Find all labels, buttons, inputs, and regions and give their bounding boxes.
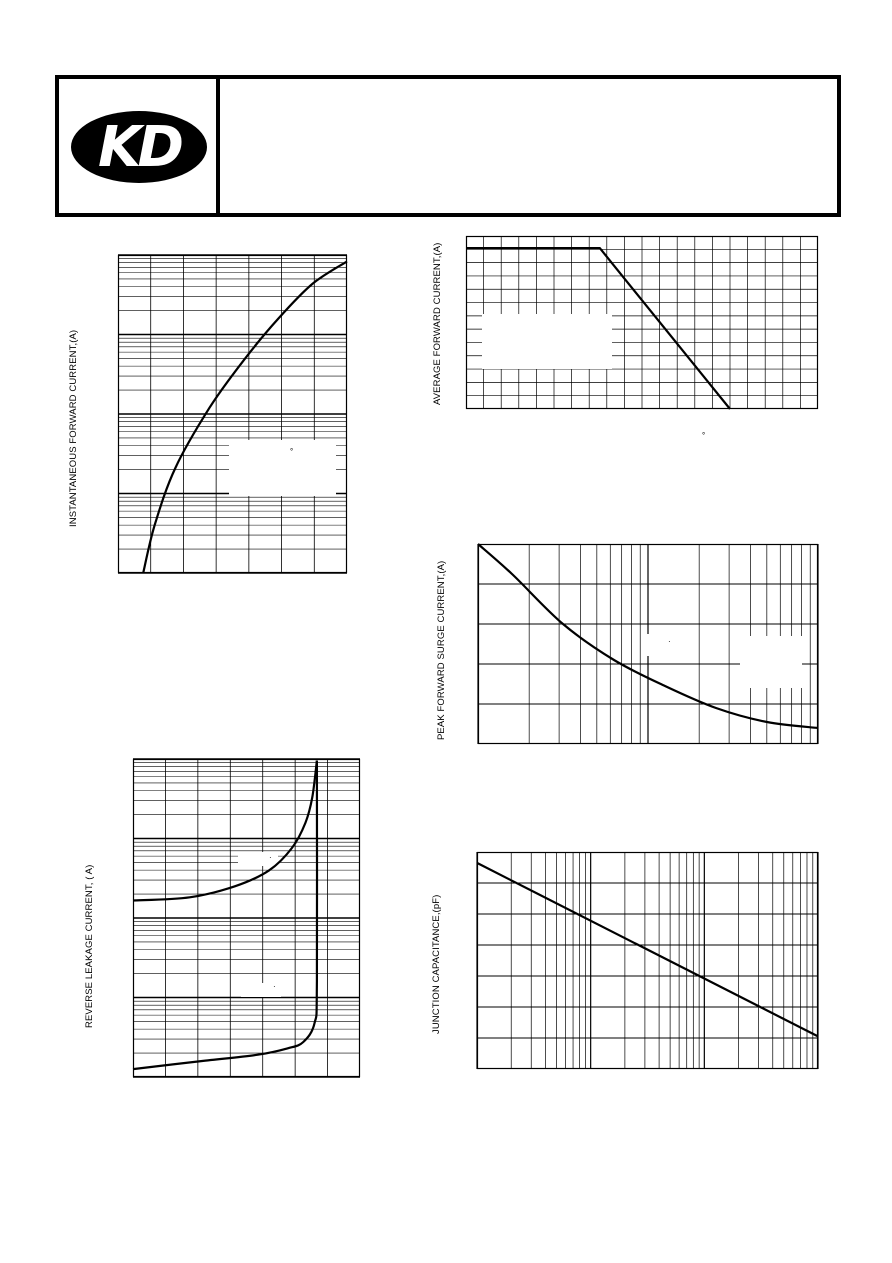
surge-ylabel: PEAK FORWARD SURGE CURRENT,(A) [436, 560, 447, 740]
leakage-chart-svg [133, 759, 360, 1077]
surge-current-chart [478, 544, 818, 744]
forward-characteristics-chart [118, 255, 347, 573]
leakage-ylabel: REVERSE LEAKAGE CURRENT, ( A) [84, 864, 95, 1028]
logo-text: KD [98, 115, 180, 180]
derating-chart-svg [466, 236, 818, 409]
forward-curve [143, 261, 347, 573]
leakage-curve-2 [133, 761, 317, 1070]
datasheet-header [55, 75, 841, 217]
surge-chart-svg [478, 544, 818, 744]
forward-chart-svg [118, 255, 347, 573]
reverse-leakage-chart [133, 759, 360, 1077]
forward-note: ° [290, 447, 294, 456]
derating-note: ° [702, 431, 706, 440]
surge-legend-box [646, 634, 676, 656]
leakage-legend-upper [238, 852, 278, 866]
surge-legend-box-2 [740, 636, 802, 688]
logo-cell [59, 79, 220, 213]
capacitance-ylabel: JUNCTION CAPACITANCE,(pF) [431, 894, 442, 1034]
kd-oval-logo-icon [69, 109, 209, 185]
derating-ylabel: AVERAGE FORWARD CURRENT,(A) [432, 242, 443, 405]
forward-legend-box [229, 440, 336, 496]
capacitance-chart-svg [477, 852, 818, 1069]
surge-note: · [668, 637, 671, 646]
junction-capacitance-chart [477, 852, 818, 1069]
derating-legend-box [482, 314, 612, 369]
forward-ylabel: INSTANTANEOUS FORWARD CURRENT,(A) [68, 329, 79, 527]
header-title-cell [220, 79, 837, 213]
leakage-curve-1 [133, 761, 317, 901]
cap-curve [477, 863, 818, 1037]
derating-chart [466, 236, 818, 409]
chart-frame [478, 853, 818, 1069]
leakage-note-upper: · [269, 853, 272, 862]
leakage-note-lower: · [273, 982, 276, 991]
